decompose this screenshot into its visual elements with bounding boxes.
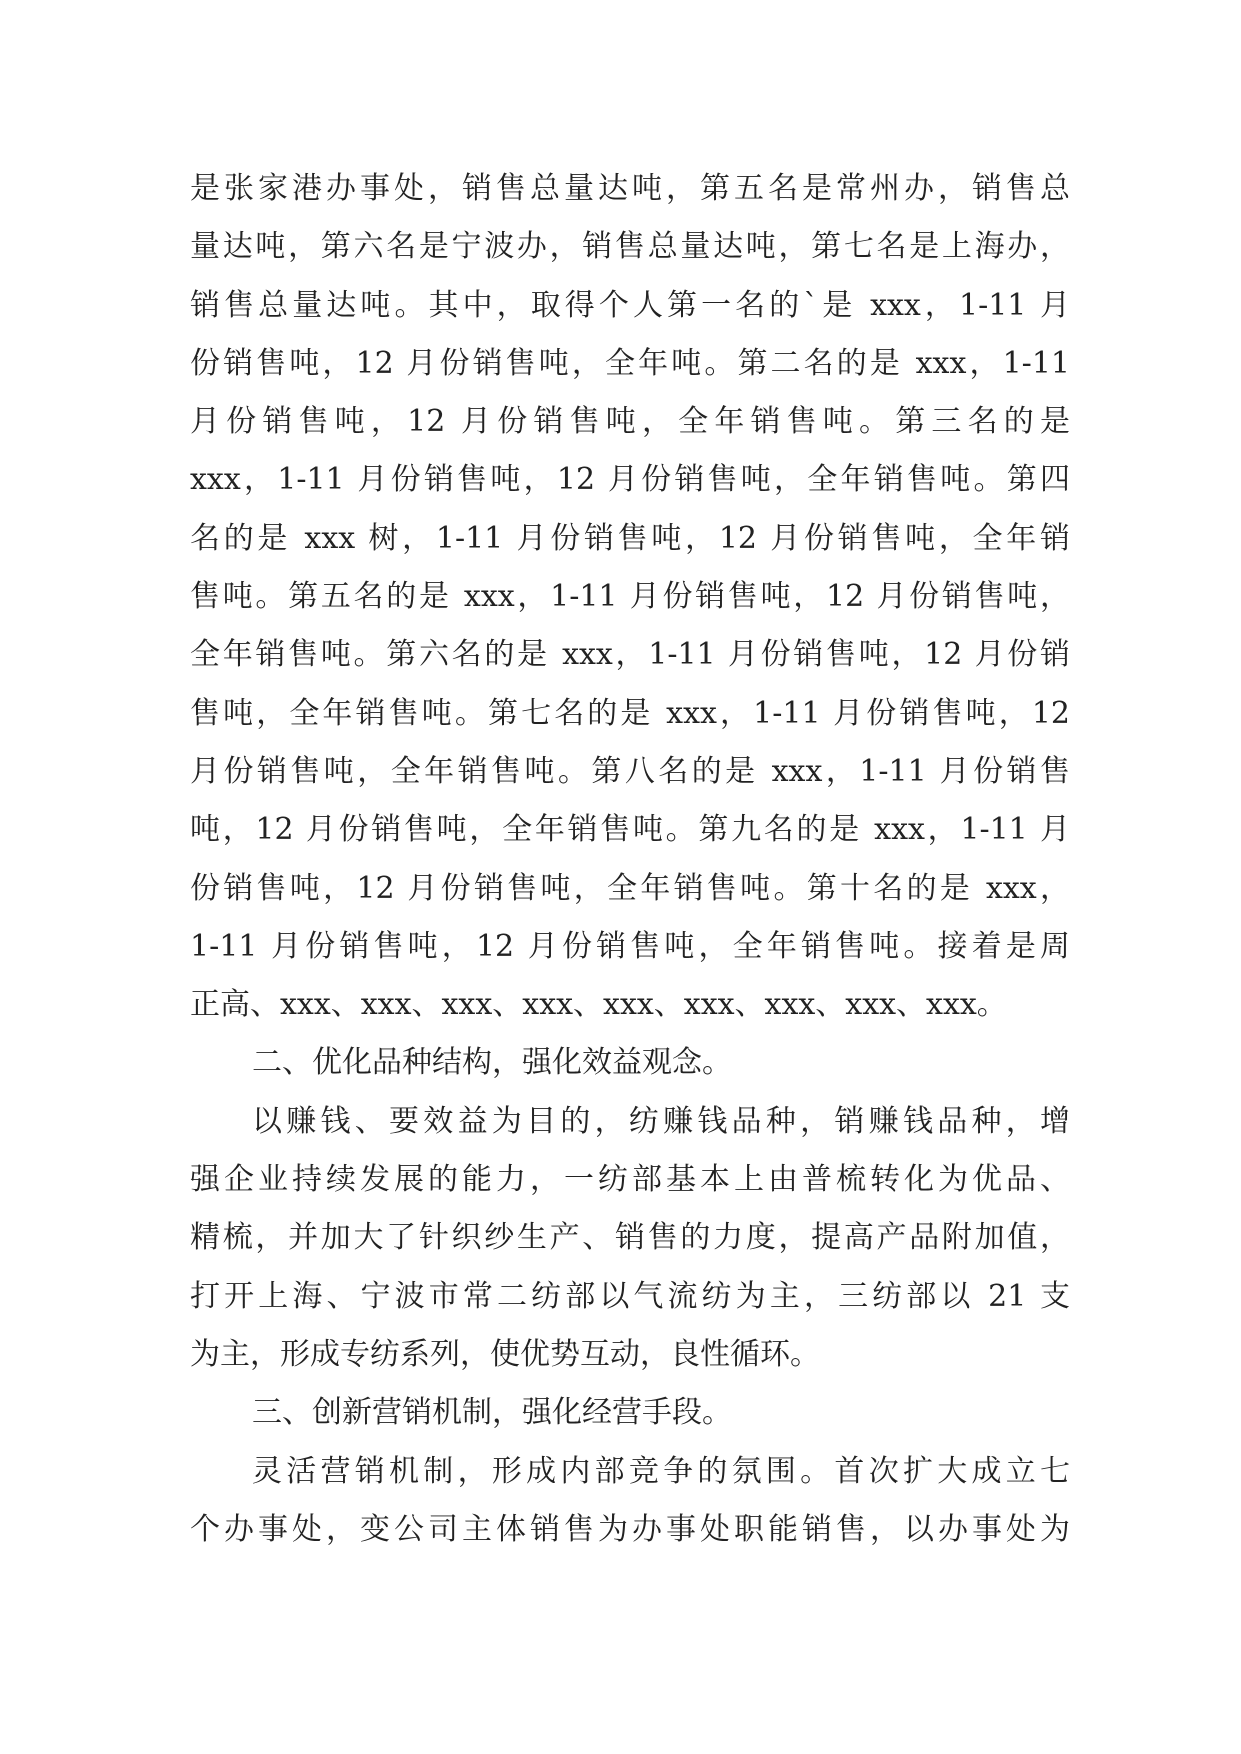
text-line: 为主，形成专纺系列，使优势互动，良性循环。 bbox=[190, 1336, 820, 1372]
text-line: xxx，1-11 月份销售吨，12 月份销售吨，全年销售吨。第四 bbox=[190, 462, 1070, 498]
text-line: 是张家港办事处，销售总量达吨，第五名是常州办，销售总 bbox=[190, 171, 1070, 206]
text-line: 销售总量达吨。其中，取得个人第一名的`是 xxx，1-11 月 bbox=[190, 287, 1070, 323]
section-heading: 三、创新营销机制，强化经营手段。 bbox=[252, 1395, 732, 1431]
text-line: 精梳，并加大了针织纱生产、销售的力度，提高产品附加值， bbox=[190, 1220, 1070, 1256]
text-line: 月份销售吨，12 月份销售吨，全年销售吨。第三名的是 bbox=[190, 404, 1070, 440]
text-line: 份销售吨，12 月份销售吨，全年销售吨。第十名的是 xxx， bbox=[190, 870, 1070, 906]
text-line: 打开上海、宁波市常二纺部以气流纺为主，三纺部以 21 支 bbox=[190, 1278, 1070, 1314]
text-line: 份销售吨，12 月份销售吨，全年吨。第二名的是 xxx，1-11 bbox=[190, 345, 1070, 381]
section-heading: 二、优化品种结构，强化效益观念。 bbox=[252, 1045, 732, 1081]
text-line: 以赚钱、要效益为目的，纺赚钱品种，销赚钱品种，增 bbox=[252, 1103, 1070, 1139]
text-line: 量达吨，第六名是宁波办，销售总量达吨，第七名是上海办， bbox=[190, 229, 1070, 265]
text-line: 吨，12 月份销售吨，全年销售吨。第九名的是 xxx，1-11 月 bbox=[190, 812, 1070, 848]
text-line: 强企业持续发展的能力，一纺部基本上由普梳转化为优品、 bbox=[190, 1162, 1070, 1198]
text-line: 月份销售吨，全年销售吨。第八名的是 xxx，1-11 月份销售 bbox=[190, 753, 1070, 789]
text-line: 名的是 xxx 树，1-11 月份销售吨，12 月份销售吨，全年销 bbox=[190, 520, 1070, 556]
text-line: 灵活营销机制，形成内部竞争的氛围。首次扩大成立七 bbox=[252, 1453, 1070, 1489]
text-line: 个办事处，变公司主体销售为办事处职能销售，以办事处为 bbox=[190, 1511, 1070, 1547]
text-line: 售吨，全年销售吨。第七名的是 xxx，1-11 月份销售吨，12 bbox=[190, 695, 1070, 731]
text-line: 正高、xxx、xxx、xxx、xxx、xxx、xxx、xxx、xxx、xxx。 bbox=[190, 987, 1007, 1023]
text-line: 全年销售吨。第六名的是 xxx，1-11 月份销售吨，12 月份销 bbox=[190, 637, 1070, 673]
text-line: 1-11 月份销售吨，12 月份销售吨，全年销售吨。接着是周 bbox=[190, 928, 1070, 964]
document-body bbox=[190, 160, 1070, 1559]
text-line: 售吨。第五名的是 xxx，1-11 月份销售吨，12 月份销售吨， bbox=[190, 579, 1070, 615]
